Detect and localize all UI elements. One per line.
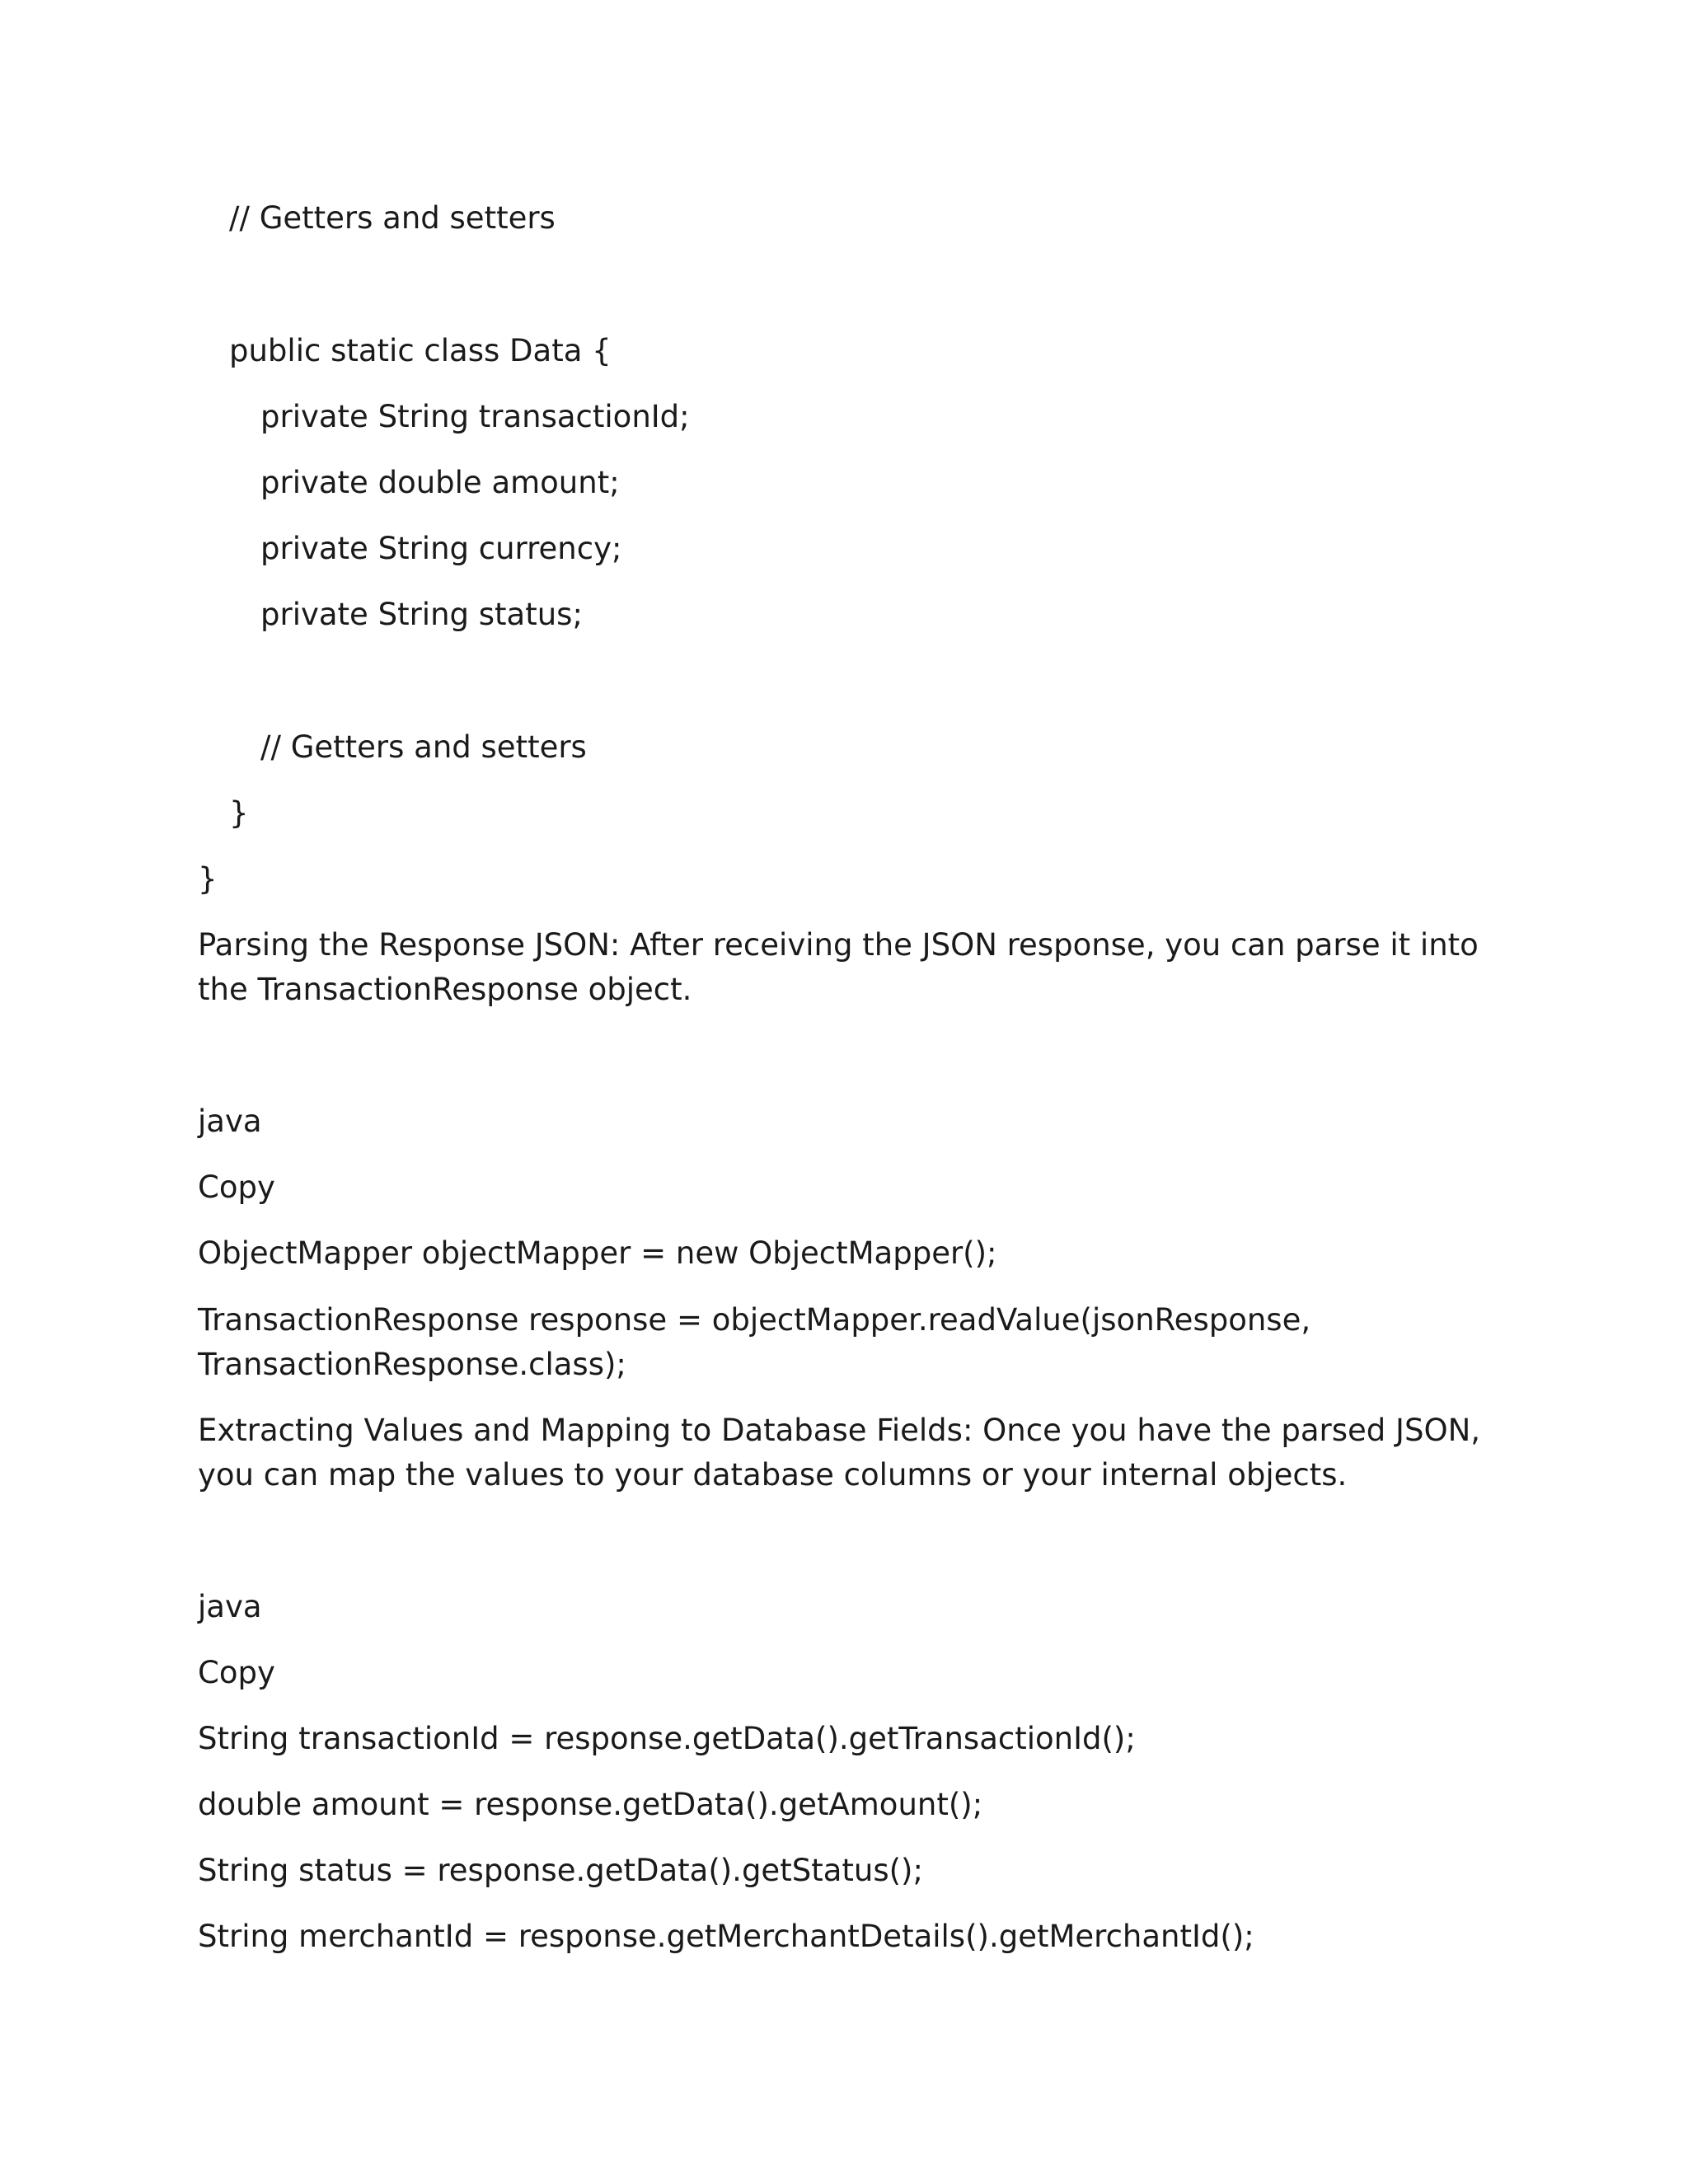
code-language-label: java: [198, 1589, 262, 1624]
code-line: TransactionResponse response = objectMapper.readValue(jsonResponse, TransactionResponse.class);: [198, 1302, 1320, 1382]
code-line: ObjectMapper objectMapper = new ObjectMapper();: [198, 1235, 997, 1271]
code-closing-brace: }: [229, 795, 249, 831]
code-comment: // Getters and setters: [229, 200, 556, 236]
copy-button[interactable]: Copy: [198, 1169, 275, 1205]
code-field: private String status;: [260, 597, 583, 632]
code-line: String status = response.getData().getStatus();: [198, 1853, 923, 1888]
code-line: double amount = response.getData().getAmount();: [198, 1787, 983, 1822]
paragraph-parsing: Parsing the Response JSON: After receiving the JSON response, you can parse it into the TransactionResponse object.: [198, 927, 1489, 1007]
code-line: String transactionId = response.getData().getTransactionId();: [198, 1721, 1136, 1756]
code-line: String merchantId = response.getMerchantDetails().getMerchantId();: [198, 1919, 1254, 1954]
code-field: private double amount;: [260, 465, 620, 500]
code-language-label: java: [198, 1104, 262, 1139]
code-closing-brace: }: [198, 861, 218, 897]
code-class-declaration: public static class Data {: [229, 333, 612, 368]
code-comment: // Getters and setters: [260, 729, 587, 765]
paragraph-extracting: Extracting Values and Mapping to Database Fields: Once you have the parsed JSON, you can map the values to your database columns or your internal objects.: [198, 1413, 1490, 1493]
code-field: private String transactionId;: [260, 399, 690, 434]
copy-button[interactable]: Copy: [198, 1655, 275, 1690]
code-field: private String currency;: [260, 531, 622, 566]
